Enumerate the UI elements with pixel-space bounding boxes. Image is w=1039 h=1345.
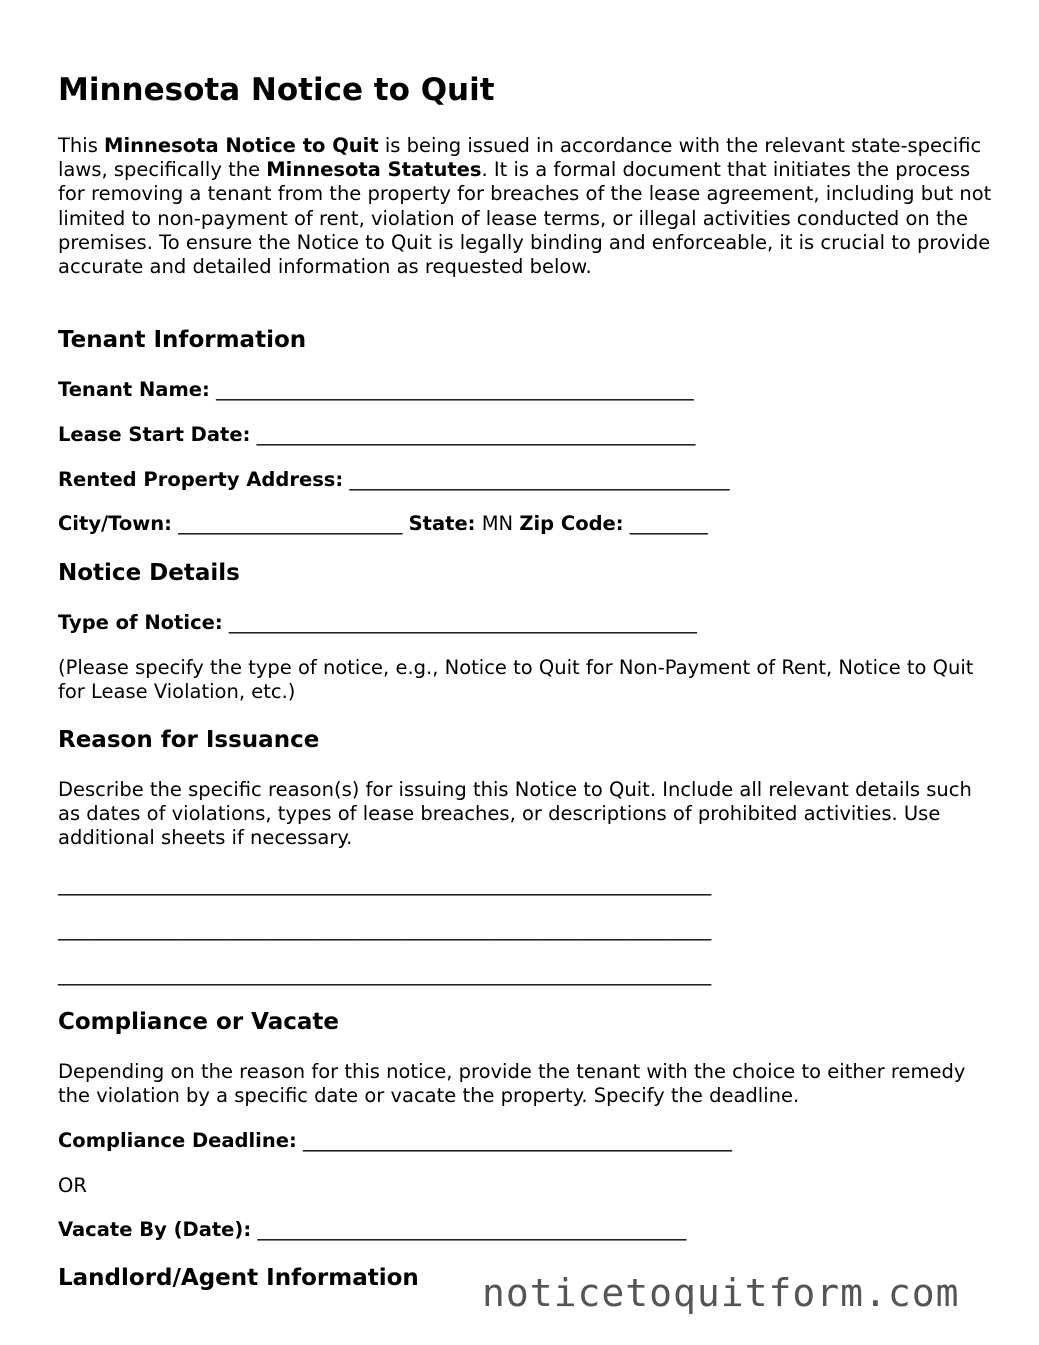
reason-line-2[interactable]: ___________________________________________________________________: [58, 918, 712, 941]
vacate-date-label: Vacate By (Date):: [58, 1218, 252, 1241]
site-watermark: noticetoquitform.com: [482, 1271, 960, 1315]
intro-text-2: is being issued in accordance with the relevant state-specific laws, specifically the: [58, 134, 982, 182]
city-state-zip-row: [58, 512, 708, 536]
notice-type-blank[interactable]: ________________________________________________: [228, 611, 697, 634]
reason-line-3[interactable]: ___________________________________________________________________: [58, 963, 712, 986]
reason-instructions: Describe the specific reason(s) for issuing this Notice to Quit. Include all relevant details such as dates of violations, types of lease breaches, or descriptions of prohibited activities. Use additional sheets if necessary.: [58, 778, 972, 850]
reason-heading: Reason for Issuance: [58, 727, 320, 753]
compliance-instructions: Depending on the reason for this notice, provide the tenant with the choice to either remedy the violation by a specific date or vacate the property. Specify the deadline.: [58, 1060, 966, 1108]
landlord-heading: Landlord/Agent Information: [58, 1265, 419, 1291]
state-label: State:: [408, 512, 476, 535]
tenant-name-label: Tenant Name:: [58, 378, 210, 401]
property-address-field[interactable]: [58, 468, 730, 492]
compliance-heading: Compliance or Vacate: [58, 1009, 339, 1035]
zip-label: Zip Code:: [519, 512, 624, 535]
lease-start-label: Lease Start Date:: [58, 423, 251, 446]
lease-start-field[interactable]: [58, 423, 695, 447]
vacate-date-blank[interactable]: ____________________________________________: [257, 1218, 687, 1241]
intro-bold-title: Minnesota Notice to Quit: [104, 134, 379, 157]
state-value: MN: [481, 512, 514, 535]
compliance-deadline-label: Compliance Deadline:: [58, 1129, 297, 1152]
notice-type-label: Type of Notice:: [58, 611, 223, 634]
intro-paragraph: [58, 134, 993, 279]
compliance-deadline-blank[interactable]: ____________________________________________: [302, 1129, 732, 1152]
tenant-name-blank[interactable]: _________________________________________________: [216, 378, 694, 401]
city-blank[interactable]: _______________________: [178, 512, 403, 535]
intro-text-3: . It is a formal document that initiates the process for removing a tenant from the property for breaches of the lease agreement, including but not limited to non-payment of rent, violation of lease terms, or illegal activities conducted on the premises. To ensure the Notice to Quit is legally binding and enforceable, it is crucial to provide accurate and detailed information as requested below.: [58, 158, 992, 279]
notice-type-field[interactable]: [58, 611, 697, 635]
city-label: City/Town:: [58, 512, 172, 535]
property-address-blank[interactable]: _______________________________________: [349, 468, 730, 491]
intro-bold-statutes: Minnesota Statutes: [266, 158, 482, 182]
notice-heading: Notice Details: [58, 560, 240, 586]
lease-start-blank[interactable]: _____________________________________________: [256, 423, 696, 446]
reason-line-1[interactable]: ___________________________________________________________________: [58, 873, 712, 896]
notice-type-hint: (Please specify the type of notice, e.g., Notice to Quit for Non-Payment of Rent, Notice to Quit for Lease Violation, etc.): [58, 656, 974, 704]
zip-blank[interactable]: ________: [629, 512, 708, 535]
intro-text-1: This: [58, 134, 105, 157]
tenant-heading: Tenant Information: [58, 327, 307, 353]
vacate-date-field[interactable]: [58, 1218, 686, 1242]
compliance-deadline-field[interactable]: [58, 1129, 732, 1153]
document-title: Minnesota Notice to Quit: [58, 72, 495, 108]
or-separator: OR: [58, 1174, 87, 1197]
property-address-label: Rented Property Address:: [58, 468, 344, 491]
tenant-name-field[interactable]: [58, 378, 694, 402]
